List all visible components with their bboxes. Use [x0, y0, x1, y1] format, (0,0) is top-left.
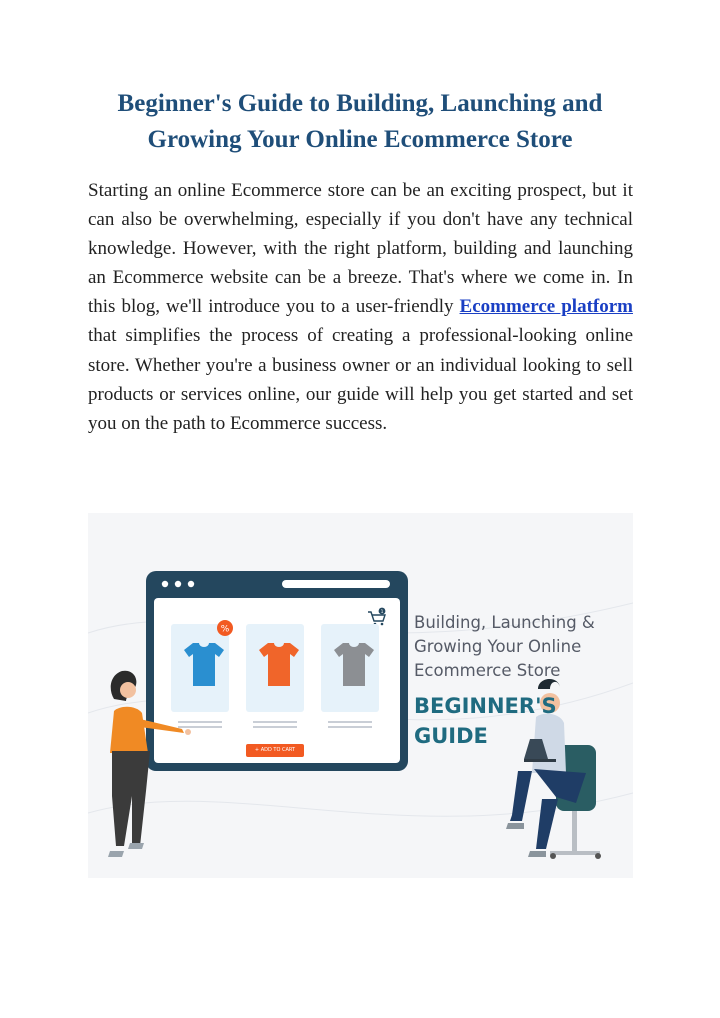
window-dot-icon [162, 581, 168, 587]
hero-heading-line: Ecommerce Store [414, 661, 561, 680]
hero-heading [414, 611, 624, 683]
ecommerce-platform-link[interactable]: Ecommerce platform [459, 296, 633, 318]
window-dot-icon [175, 581, 181, 587]
hero-illustration [88, 513, 633, 878]
paragraph-text-end: that simplifies the process of creating a professional-looking online store. Whether you're a business owner or an individual looking to sell products or services online, our guide will help you get started and set you on the path to Ecommerce success. [88, 325, 633, 434]
discount-badge-label: % [220, 624, 230, 635]
add-to-cart-button: + ADD TO CART [246, 744, 304, 757]
page-title: Beginner's Guide to Building, Launching and Growing Your Online Ecommerce Store [117, 90, 603, 153]
address-bar [282, 580, 390, 588]
hero-emphasis-line: GUIDE [414, 724, 488, 748]
hero-emphasis [414, 691, 614, 751]
hero-heading-line: Building, Launching & [414, 613, 595, 632]
window-dot-icon [188, 581, 194, 587]
intro-paragraph [88, 176, 633, 438]
paragraph-text-start: Starting an online Ecommerce store can be an exciting prospect, but it can also be overwhelming, especially if you don't have any technical knowledge. However, with the right platform, building and launching an Ecommerce website can be a breeze. That's where we come in. In this blog, we'll introduce you to a user-friendly [88, 180, 633, 318]
laptop-icon [524, 759, 556, 762]
hero-heading-line: Growing Your Online [414, 637, 582, 656]
cart-count: 1 [380, 610, 384, 615]
hero-emphasis-line: BEGINNER'S [414, 694, 557, 718]
